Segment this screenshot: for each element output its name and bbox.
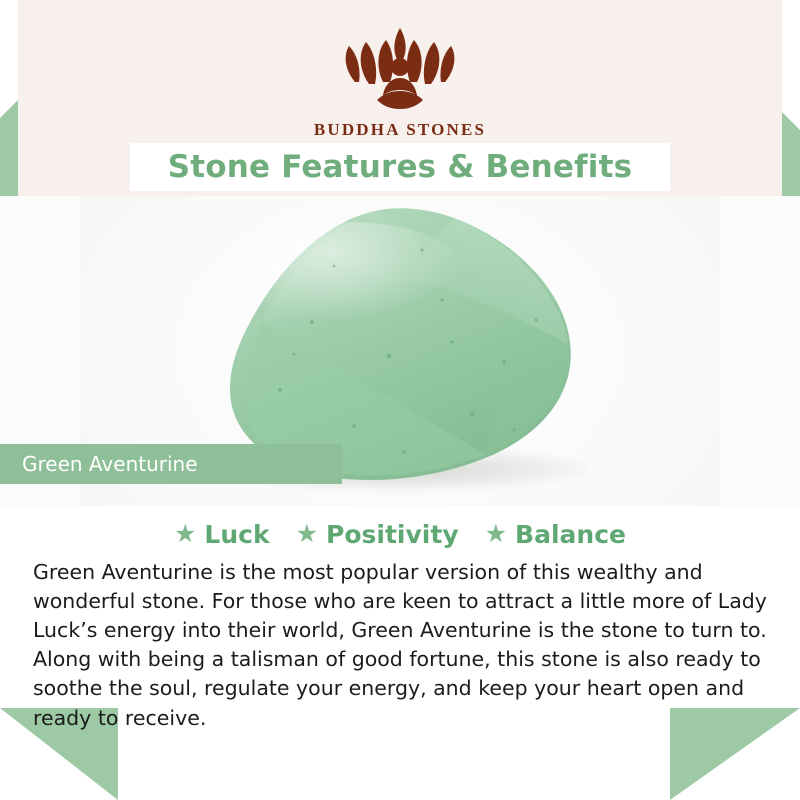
stone-name-bar: [0, 444, 342, 484]
star-icon: ★: [174, 520, 197, 548]
brand-logo: [0, 20, 800, 140]
star-icon: ★: [295, 520, 319, 548]
benefit-item: [174, 520, 270, 549]
lotus-meditation-figure-icon: [325, 20, 475, 116]
benefit-label: Positivity: [326, 520, 459, 549]
stone-description: Green Aventurine is the most popular version of this wealthy and wonderful stone. For those who are keen to attract a little more of Lady Luck’s energy into their world, Green Aventurine is the stone to turn to. Along with being a talisman of good fortune, this stone is also ready to soothe the soul, regulate your energy, and keep your heart open and ready to receive.: [33, 560, 767, 730]
star-icon: ★: [484, 520, 508, 548]
benefits-row: [0, 520, 800, 549]
brand-name: BUDDHA STONES: [313, 120, 487, 139]
benefit-item: [296, 520, 459, 549]
benefit-label: Balance: [515, 520, 626, 549]
section-title-band: [130, 143, 670, 191]
benefit-label: Luck: [204, 520, 270, 549]
page-title: Stone Features & Benefits: [167, 149, 633, 185]
benefit-item: [485, 520, 626, 549]
stone-name: Green Aventurine: [22, 452, 198, 476]
